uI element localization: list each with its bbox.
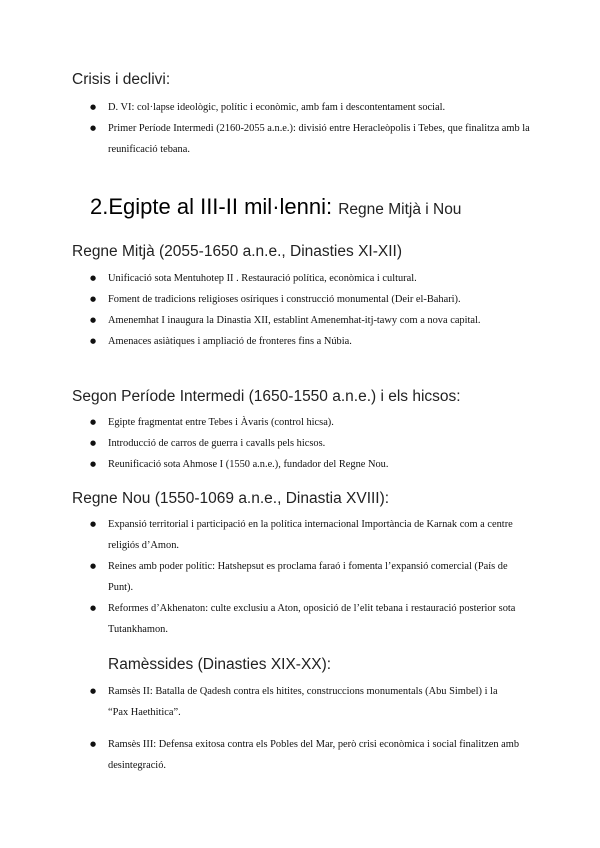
list-item: ● Introducció de carros de guerra i cavalls pels hicsos. (90, 433, 510, 454)
segon-periode-list (90, 412, 510, 475)
heading-text: Regne Mitjà (2055-1650 a.n.e., Dinasties (72, 243, 359, 260)
regne-nou-heading (72, 490, 389, 508)
regne-mitja-heading (72, 243, 402, 261)
list-item: ● Reines amb poder polític: Hatshepsut es proclama faraó i fomenta l’expansió comercial (País de Punt). (90, 556, 520, 598)
ramessides-list-2 (90, 734, 520, 776)
heading-text-end: ): (321, 656, 332, 673)
list-item: ● Ramsès III: Defensa exitosa contra els Pobles del Mar, però crisi econòmica i social finalitzen amb desintegració. (90, 734, 520, 776)
ramessides-list-1 (90, 681, 520, 723)
section-2-title (90, 194, 461, 220)
list-item: ● Reunificació sota Ahmose I (1550 a.n.e.), fundador del Regne Nou. (90, 454, 510, 475)
list-item: ● Primer Període Intermedi (2160-2055 a.n.e.): divisió entre Heracleòpolis i Tebes, que finalitza amb la reunificació tebana. (90, 118, 530, 160)
heading-text: Regne Nou (1550-1069 a.n.e., Dinastia (72, 490, 347, 507)
heading-dynasties: XI-XII (358, 243, 397, 260)
list-item: ● Ramsès II: Batalla de Qadesh contra els hitites, construccions monumentals (Abu Simbel) i la “Pax Haethitica”. (90, 681, 520, 723)
list-item: ● D. VI: col·lapse ideològic, polític i econòmic, amb fam i descontentament social. (90, 97, 530, 118)
list-item: ● Unificació sota Mentuhotep II . Restauració política, econòmica i cultural. (90, 268, 510, 289)
heading-text-end: ): (379, 490, 390, 507)
list-item: ● Amenaces asiàtiques i ampliació de fronteres fins a Núbia. (90, 331, 510, 352)
list-item: ● Egipte fragmentat entre Tebes i Àvaris (control hicsa). (90, 412, 510, 433)
section-subtitle: Regne Mitjà i Nou (338, 201, 462, 218)
section-number: 2. (90, 194, 109, 219)
list-item: ● Amenemhat I inaugura la Dinastia XII, establint Amenemhat-itj-tawy com a nova capital. (90, 310, 510, 331)
list-item: ● Reformes d’Akhenaton: culte exclusiu a Aton, oposició de l’elit tebana i restauració posterior sota Tutankhamon. (90, 598, 520, 640)
crisis-list (90, 97, 530, 160)
heading-dynasties: XVIII (346, 490, 380, 507)
regne-nou-list (90, 514, 520, 640)
heading-dynasties: XIX-XX (270, 656, 322, 673)
crisis-heading: Crisis i declivi: (72, 71, 171, 88)
list-item: ● Expansió territorial i participació en la política internacional Importància de Karnak com a centre religiós d’Amon. (90, 514, 520, 556)
section-title: Egipte al III-II mil·lenni: (108, 194, 333, 219)
heading-text: Ramèssides (Dinasties (108, 656, 271, 673)
heading-text-end: ) (396, 243, 402, 260)
ramessides-heading (108, 656, 331, 674)
segon-periode-heading: Segon Període Intermedi (1650-1550 a.n.e.) i els hicsos: (72, 388, 461, 405)
regne-mitja-list (90, 268, 510, 352)
list-item: ● Foment de tradicions religioses osíriques i construcció monumental (Deir el-Bahari). (90, 289, 510, 310)
